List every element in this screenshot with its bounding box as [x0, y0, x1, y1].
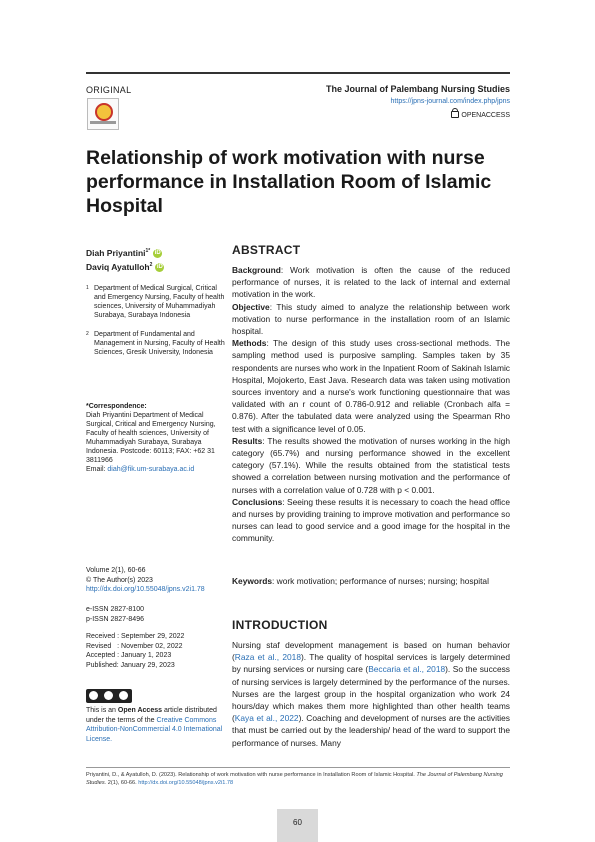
- keywords: [232, 575, 510, 587]
- background-label: Background: [232, 265, 281, 275]
- citation-volume: 2(1), 60-66.: [106, 780, 139, 786]
- citation-link[interactable]: Raza et al., 2018: [234, 652, 301, 663]
- page-number: 60: [277, 809, 318, 842]
- published-date: Published: January 29, 2023: [86, 661, 175, 669]
- author-sup: 1*: [145, 248, 151, 255]
- eissn: e-ISSN 2827-8100: [86, 606, 144, 613]
- article-type-label: ORIGINAL: [86, 85, 132, 95]
- abstract-heading: ABSTRACT: [232, 243, 301, 257]
- correspondence-block: [86, 402, 231, 474]
- introduction-body: [232, 639, 510, 749]
- introduction-heading: INTRODUCTION: [232, 618, 328, 632]
- conclusions-text: : Seeing these results it is necessary to coach the head office and nurses by providing training to improve motivation and performance so nurses can lead to good service and a good image for the hospital in the community.: [232, 496, 510, 544]
- orcid-icon[interactable]: iD: [156, 264, 163, 271]
- correspondence-heading: *Correspondence:: [86, 403, 147, 410]
- intro-text: Nursing staf development management is based on human behavior (: [232, 640, 510, 663]
- footer-citation: [86, 771, 510, 787]
- journal-title: The Journal of Palembang Nursing Studies: [325, 84, 510, 94]
- citation-link[interactable]: Kaya et al., 2022: [234, 713, 299, 724]
- cc-license-icon: [86, 689, 132, 703]
- accepted-date: Accepted : January 1, 2023: [86, 652, 172, 659]
- intro-text: ). So the success of nursing services is largely determined by the performance of the nurses. Nurses are the largest group in the hospital organization who work 24 hours/day which makes them more highlighted than other health teams (: [232, 664, 510, 724]
- header-rule: [86, 72, 510, 74]
- email-label: Email:: [86, 466, 108, 473]
- intro-text: ). Coaching and development of nurses are the activities that must be carried out by the leadership/ head of the ward to support the performance of nurses. Many: [232, 713, 510, 748]
- journal-logo: [87, 98, 119, 130]
- received-date: Received : September 29, 2022: [86, 633, 185, 640]
- results-label: Results: [232, 435, 263, 446]
- copyright: © The Author(s) 2023: [86, 576, 153, 584]
- journal-url-link[interactable]: https://jpns-journal.com/index.php/jpns: [390, 98, 510, 105]
- citation-journal: The Journal of Palembang Nursing Studies.: [86, 772, 503, 786]
- affiliation-1: [86, 284, 226, 320]
- article-meta: [86, 566, 231, 595]
- affiliation-text: Department of Fundamental and Management in Nursing, Faculty of Health Sciences, Gresik University, Indonesia: [94, 331, 225, 356]
- affiliation-2: [86, 330, 226, 357]
- license-link[interactable]: Creative Commons Attribution-NonCommercial 4.0 International License.: [86, 716, 223, 743]
- methods-text: : The design of this study uses cross-sectional methods. The sampling method used is purposive sampling. Samples taken by 35 respondents are nurses who work in the Inpatient Room of Sakinah Islamic Hospital, Mojokerto, East Java. Research data was taken using motivation sources inventory and a nurse's work functioning questionnaire that was validated with an r count of 0.786-0.912 and reliable (Cronbach alfa = 0.876). After the tabulated data were analyzed using the Spearman Rho test with a significance level of 0.05.: [232, 338, 510, 434]
- abstract-body: [232, 264, 510, 545]
- citation-text: Priyantini, D., & Ayatulloh, D. (2023). Relationship of work motivation with nurse performance in Installation Room of Islamic Hospital.: [86, 772, 417, 778]
- citation-link[interactable]: Beccaria et al., 2018: [368, 664, 446, 675]
- intro-text: ). The quality of hospital services is largely determined by nursing services or nursing care (: [232, 652, 511, 675]
- author-sup: 2: [149, 262, 153, 269]
- license-oa: Open Access: [117, 707, 163, 714]
- conclusions-label: Conclusions: [232, 496, 283, 507]
- results-text: : The results showed the motivation of nurses working in the high category (65.7%) and nursing performance showed in the excellent category (57.1%). While the results obtained from the statistical tests showed a correlation between nursing motivation and the performance of nurses with a correlation value of 0.728 with p < 0.001.: [232, 435, 510, 495]
- affiliation-number: 1: [86, 285, 89, 291]
- doi-link[interactable]: http://dx.doi.org/10.55048/jpns.v2i1.78: [86, 586, 205, 593]
- license-mid: article distributed under the terms of the: [86, 707, 217, 724]
- methods-label: Methods: [232, 338, 267, 349]
- footer-rule: [86, 767, 510, 768]
- affiliation-text: Department of Medical Surgical, Critical and Emergency Nursing, Faculty of health sciences, University of Muhammadiyah Surabaya, Surabaya Indonesia: [94, 285, 225, 319]
- background-text: : Work motivation is often the cause of the reduced performance of nurses, it is related to the lack of internal and external motivation in the work.: [232, 265, 510, 300]
- author-name: Diah Priyantini: [86, 248, 146, 258]
- keywords-label: Keywords: [232, 576, 273, 586]
- affiliation-number: 2: [86, 331, 89, 337]
- keywords-text: : work motivation; performance of nurses; nursing; hospital: [272, 576, 489, 586]
- email-link[interactable]: diah@fik.um-surabaya.ac.id: [107, 466, 195, 473]
- author-1: [86, 248, 162, 258]
- article-title: Relationship of work motivation with nurse performance in Installation Room of Islamic Hospital: [86, 147, 492, 217]
- orcid-icon[interactable]: iD: [154, 250, 161, 257]
- objective-label: Objective: [232, 301, 270, 312]
- correspondence-body: Diah Priyantini Department of Medical Surgical, Critical and Emergency Nursing, Faculty of health sciences, University of Muhammadiyah Surabaya, Surabaya Indonesia. Postcode: 60113; FAX: +62 31 3811966: [86, 412, 216, 464]
- objective-text: : This study aimed to analyze the relationship between work motivation to nurse performance in the installation room of an Islamic hospital.: [232, 301, 510, 337]
- author-name: Daviq Ayatulloh: [86, 262, 150, 272]
- volume-info: Volume 2(1), 60-66: [86, 567, 146, 574]
- dates-info: [86, 632, 231, 670]
- revised-date: Revised : November 02, 2022: [86, 642, 183, 650]
- license-text: [86, 706, 226, 744]
- license-prefix: This is an: [86, 707, 118, 714]
- citation-doi-link[interactable]: http://dx.doi.org/10.55048/jpns.v2i1.78: [138, 780, 234, 786]
- open-access-label: OPENACCESS: [461, 112, 510, 119]
- lock-open-icon: [451, 111, 459, 118]
- pissn: p-ISSN 2827-8496: [86, 615, 144, 623]
- author-2: [86, 262, 164, 272]
- issn-info: [86, 605, 231, 624]
- open-access-badge: [451, 110, 510, 119]
